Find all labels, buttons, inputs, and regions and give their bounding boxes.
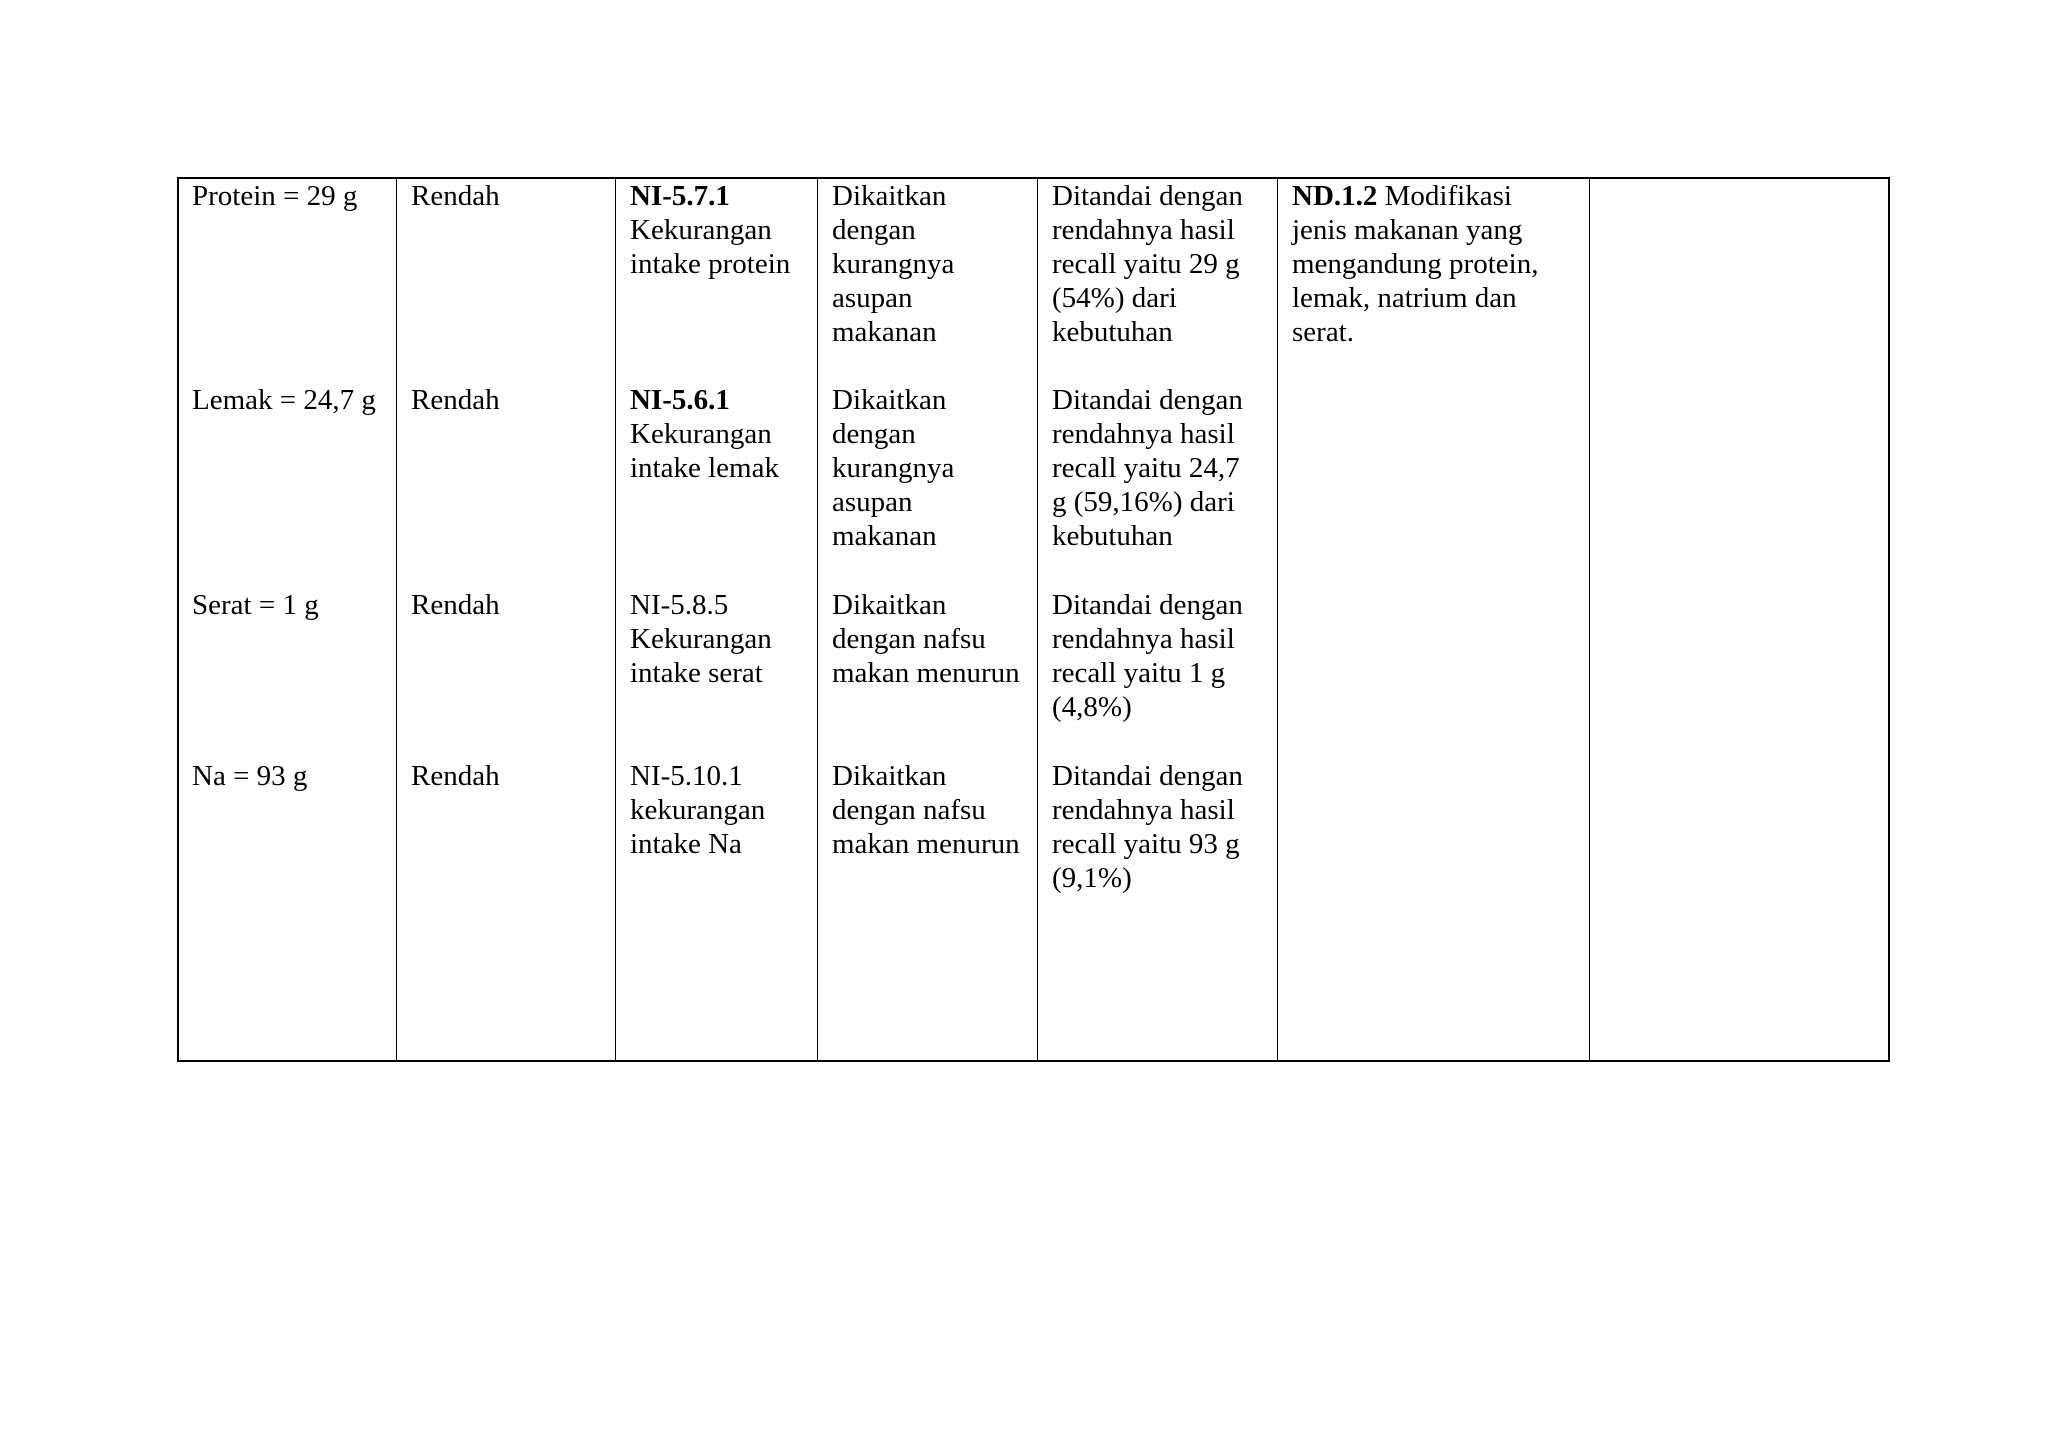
column-divider <box>817 179 818 1060</box>
column-divider <box>1589 179 1590 1060</box>
diagnosis-text: kekurangan intake Na <box>630 794 766 860</box>
intervention-text: Modifikasi jenis makanan yang mengandung protein, lemak, natrium dan serat. <box>1292 180 1539 348</box>
signs-cell: Ditandai dengan rendahnya hasil recall yaitu 29 g (54%) dari kebutuhan <box>1052 180 1243 348</box>
diagnosis-cell <box>630 383 779 485</box>
diagnosis-cell <box>630 588 772 690</box>
etiology-cell: Dikaitkan dengan nafsu makan menurun <box>832 760 1020 860</box>
signs-cell: Ditandai dengan rendahnya hasil recall yaitu 24,7 g (59,16%) dari kebutuhan <box>1052 384 1243 552</box>
diagnosis-cell <box>630 179 790 281</box>
diagnosis-code: NI-5.7.1 <box>630 180 730 212</box>
nutrient-cell: Protein = 29 g <box>192 180 358 212</box>
diagnosis-code: NI-5.10.1 <box>630 760 743 792</box>
status-cell: Rendah <box>411 589 500 621</box>
signs-cell: Ditandai dengan rendahnya hasil recall yaitu 1 g (4,8%) <box>1052 589 1243 723</box>
status-cell: Rendah <box>411 180 500 212</box>
signs-cell: Ditandai dengan rendahnya hasil recall yaitu 93 g (9,1%) <box>1052 760 1243 894</box>
diagnosis-text: Kekurangan intake protein <box>630 214 791 280</box>
diagnosis-text: Kekurangan intake serat <box>630 623 772 689</box>
diagnosis-cell <box>630 759 765 861</box>
column-divider <box>1037 179 1038 1060</box>
column-divider <box>615 179 616 1060</box>
etiology-cell: Dikaitkan dengan nafsu makan menurun <box>832 589 1020 689</box>
etiology-cell: Dikaitkan dengan kurangnya asupan makanan <box>832 384 955 552</box>
intervention-cell <box>1292 179 1538 349</box>
nutrient-cell: Lemak = 24,7 g <box>192 384 376 416</box>
diagnosis-text: Kekurangan intake lemak <box>630 418 779 484</box>
diagnosis-code: NI-5.6.1 <box>630 384 730 416</box>
status-cell: Rendah <box>411 384 500 416</box>
column-divider <box>396 179 397 1060</box>
nutrient-cell: Serat = 1 g <box>192 589 319 621</box>
column-divider <box>1277 179 1278 1060</box>
nutrient-cell: Na = 93 g <box>192 760 308 792</box>
nutrition-diagnosis-table <box>177 177 1890 1062</box>
etiology-cell: Dikaitkan dengan kurangnya asupan makanan <box>832 180 955 348</box>
diagnosis-code: NI-5.8.5 <box>630 589 729 621</box>
intervention-code: ND.1.2 <box>1292 180 1378 212</box>
status-cell: Rendah <box>411 760 500 792</box>
